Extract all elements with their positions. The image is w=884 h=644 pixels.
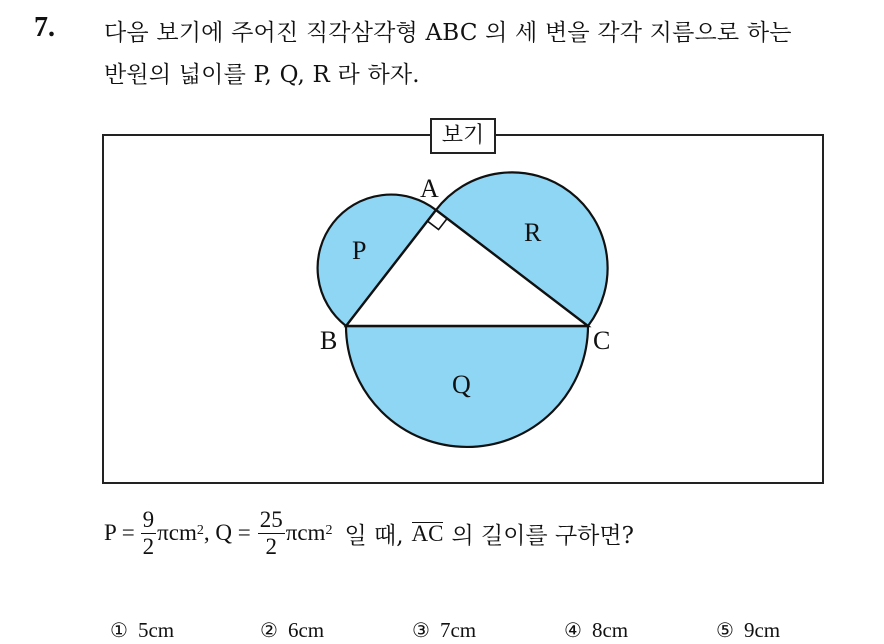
choice-3-text: 7cm — [439, 618, 477, 642]
region-label-q: Q — [452, 370, 471, 399]
condition-line — [104, 498, 634, 568]
vertex-label-c: C — [593, 326, 611, 355]
example-box-title: 보기 — [430, 118, 496, 154]
fraction-p — [141, 507, 157, 560]
condition-p-exponent: 2 — [196, 523, 204, 538]
choice-4[interactable] — [564, 618, 628, 643]
question-number: 7. — [34, 12, 55, 43]
condition-separator: , Q = — [203, 520, 251, 545]
choice-3[interactable] — [412, 618, 476, 643]
choice-5[interactable] — [716, 618, 780, 643]
choice-2[interactable] — [260, 618, 324, 643]
vertex-label-b: B — [320, 326, 338, 355]
region-label-p: P — [352, 236, 367, 265]
question-text-line1: 다음 보기에 주어진 직각삼각형 ABC 의 세 변을 각각 지름으로 하는 — [104, 20, 792, 46]
fraction-q-denominator: 2 — [265, 533, 277, 559]
fraction-q-numerator: 25 — [259, 506, 283, 532]
vertex-label-a: A — [420, 174, 439, 203]
choice-1-mark: ① — [110, 618, 128, 642]
condition-p-unit: πcm — [157, 520, 197, 545]
condition-question-text: 의 길이를 구하면? — [451, 522, 634, 549]
choice-1-text: 5cm — [137, 618, 175, 642]
choice-2-text: 6cm — [287, 618, 325, 642]
choice-5-mark: ⑤ — [716, 618, 734, 642]
condition-when-text: 일 때, — [344, 522, 404, 549]
condition-q-unit: πcm — [285, 520, 326, 545]
choice-4-text: 8cm — [591, 618, 629, 642]
fraction-p-numerator: 9 — [142, 506, 155, 532]
choice-5-text: 9cm — [743, 618, 781, 642]
condition-p-lhs: P = — [104, 520, 135, 545]
choice-4-mark: ④ — [564, 618, 582, 642]
question-text-line2: 반원의 넓이를 P, Q, R 라 하자. — [104, 62, 420, 88]
condition-q-exponent: 2 — [325, 523, 333, 538]
choice-3-mark: ③ — [412, 618, 430, 642]
fraction-q — [258, 507, 285, 560]
fraction-p-denominator: 2 — [142, 533, 155, 559]
choice-1[interactable] — [110, 618, 174, 643]
choice-2-mark: ② — [260, 618, 278, 642]
region-label-r: R — [524, 218, 542, 247]
segment-ac: AC — [411, 520, 444, 546]
